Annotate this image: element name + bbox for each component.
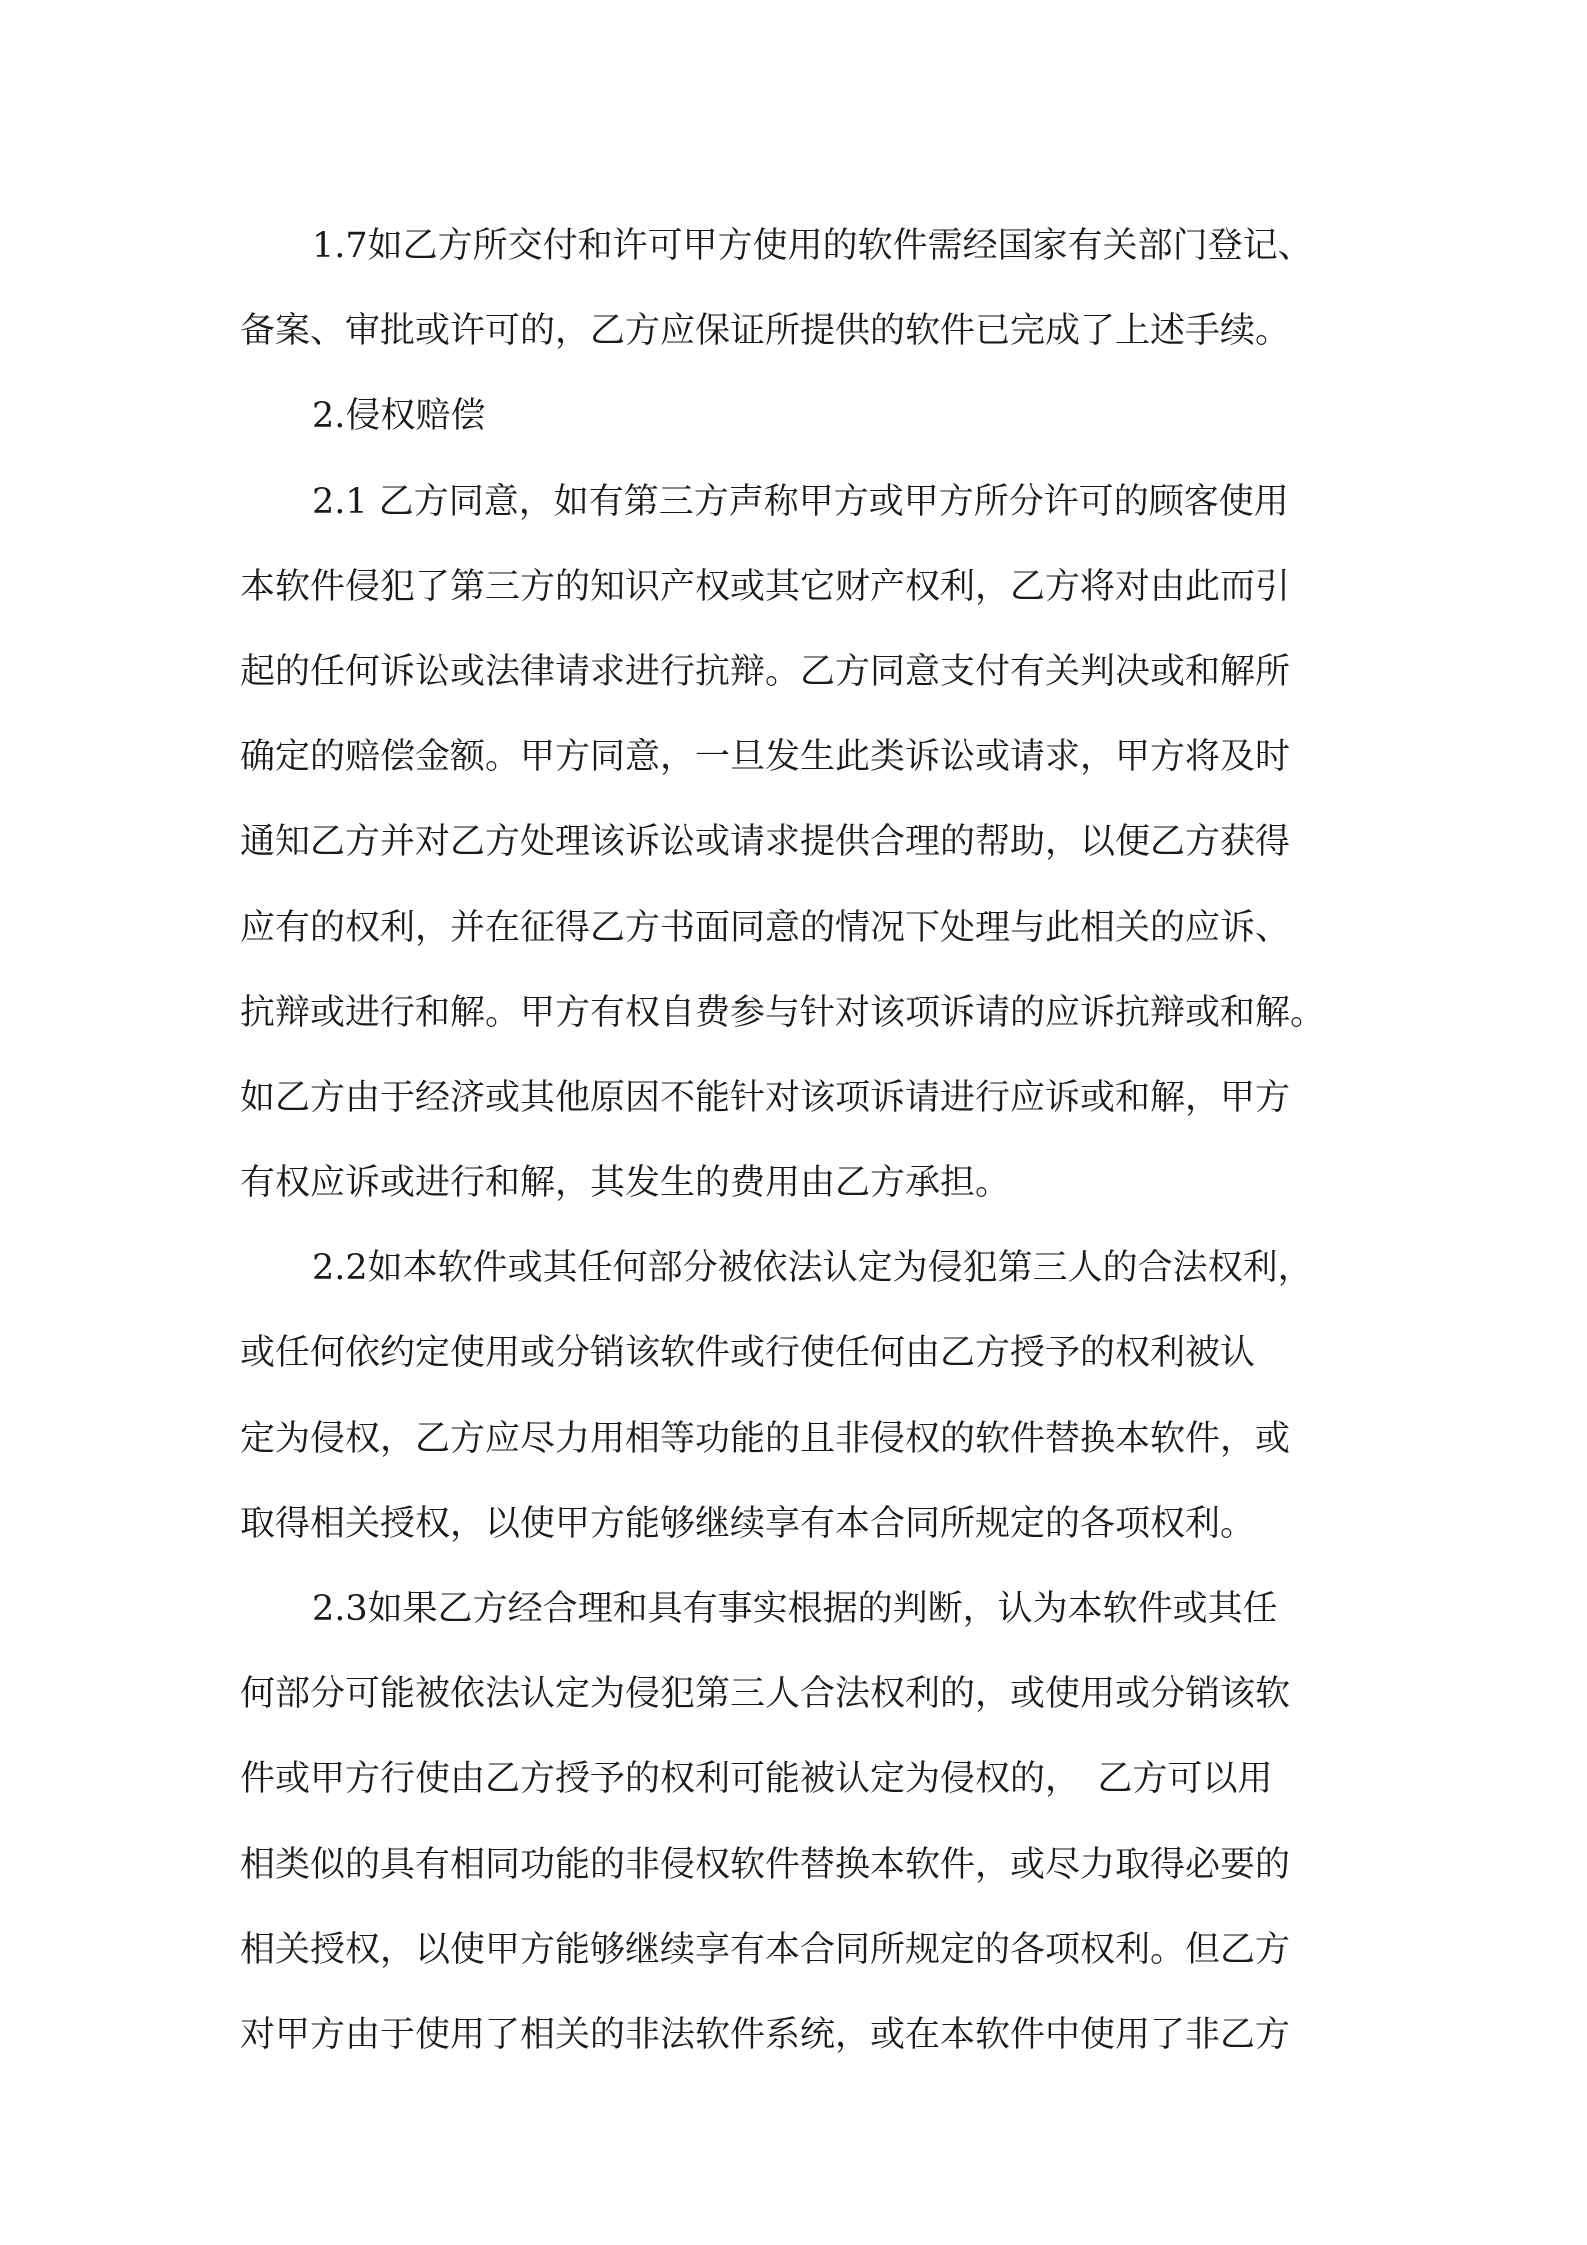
clause-2-3-line-3: 件或甲方行使由乙方授予的权利可能被认定为侵权的， 乙方可以用 [240,1759,1273,1800]
clause-2-3-line-2: 何部分可能被依法认定为侵犯第三人合法权利的，或使用或分销该软 [240,1674,1291,1715]
clause-2-1-line-9: 有权应诉或进行和解，其发生的费用由乙方承担。 [240,1163,1011,1204]
clause-2-1-line-5: 通知乙方并对乙方处理该诉讼或请求提供合理的帮助，以便乙方获得 [240,822,1291,863]
clause-2-2-line-2: 或任何依约定使用或分销该软件或行使任何由乙方授予的权利被认 [240,1333,1256,1374]
clause-2-1-line-6: 应有的权利，并在征得乙方书面同意的情况下处理与此相关的应诉、 [240,907,1291,948]
clause-2-1-line-7: 抗辩或进行和解。甲方有权自费参与针对该项诉请的应诉抗辩或和解。 [240,992,1326,1033]
clause-2-3-line-4: 相类似的具有相同功能的非侵权软件替换本软件，或尽力取得必要的 [240,1844,1291,1885]
clause-2-3-line-5: 相关授权，以使甲方能够继续享有本合同所规定的各项权利。但乙方 [240,1929,1291,1970]
clause-2-2-line-4: 取得相关授权，以使甲方能够继续享有本合同所规定的各项权利。 [240,1503,1256,1544]
clause-2-1-line-4: 确定的赔偿金额。甲方同意，一旦发生此类诉讼或请求，甲方将及时 [240,737,1291,778]
contract-body-text [240,204,1350,2078]
clause-2-1-line-8: 如乙方由于经济或其他原因不能针对该项诉请进行应诉或和解，甲方 [240,1077,1291,1118]
clause-2-3-line-6: 对甲方由于使用了相关的非法软件系统，或在本软件中使用了非乙方 [240,2014,1291,2055]
clause-2-3-line-1: 2.3如果乙方经合理和具有事实根据的判断，认为本软件或其任 [312,1589,1278,1629]
clause-1-7-line-1: 1.7如乙方所交付和许可甲方使用的软件需经国家有关部门登记、 [312,226,1313,266]
clause-2-2-line-3: 定为侵权，乙方应尽力用相等功能的且非侵权的软件替换本软件，或 [240,1418,1291,1459]
clause-2-1-line-2: 本软件侵犯了第三方的知识产权或其它财产权利，乙方将对由此而引 [240,566,1291,607]
clause-2-1-line-3: 起的任何诉讼或法律请求进行抗辩。乙方同意支付有关判决或和解所 [240,651,1291,692]
clause-2-1-line-1: 2.1 乙方同意，如有第三方声称甲方或甲方所分许可的顾客使用 [312,481,1289,522]
clause-2-2-line-1: 2.2如本软件或其任何部分被依法认定为侵犯第三人的合法权利， [312,1248,1313,1289]
clause-1-7-line-2: 备案、审批或许可的，乙方应保证所提供的软件已完成了上述手续。 [240,311,1291,352]
section-2-heading: 2.侵权赔偿 [312,396,486,437]
